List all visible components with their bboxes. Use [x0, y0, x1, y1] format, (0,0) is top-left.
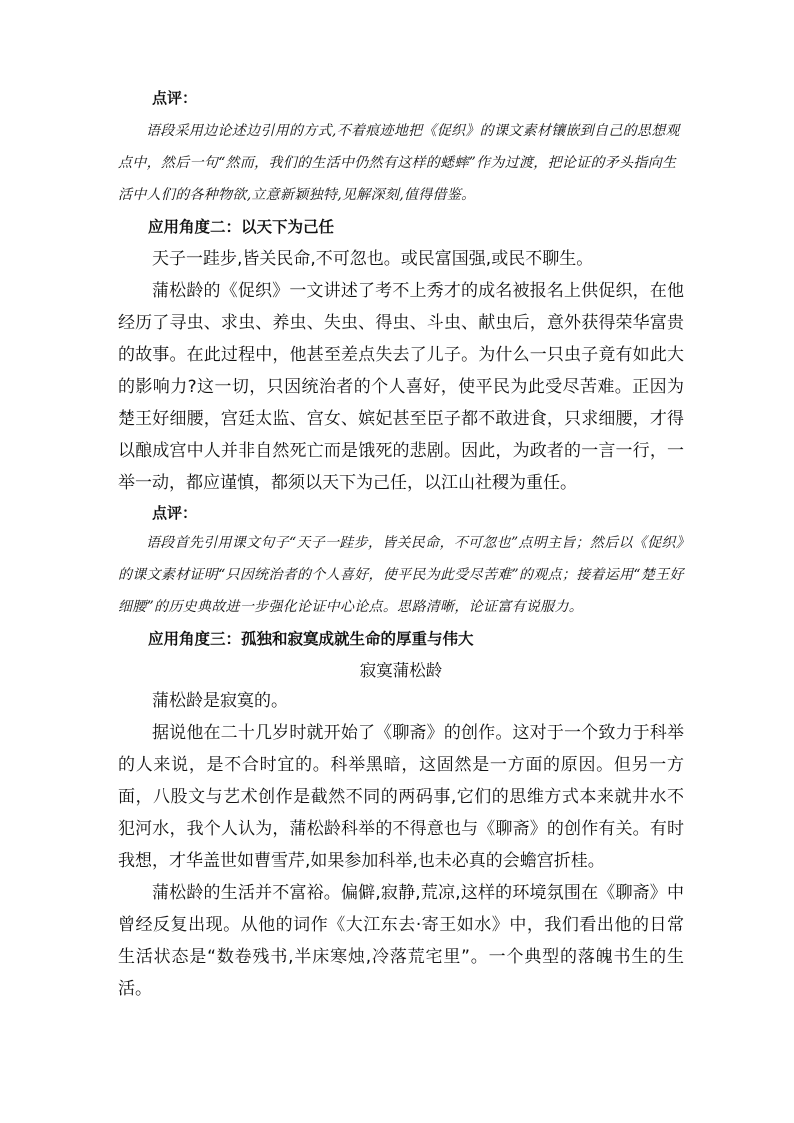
document-page [118, 88, 684, 1005]
paragraph: 天子一跬步,皆关民命,不可忽也。或民富国强,或民不聊生。 [152, 249, 594, 269]
comment-label: 点评： [152, 89, 198, 107]
section-heading: 应用角度三：孤独和寂寞成就生命的厚重与伟大 [148, 630, 474, 648]
paragraph: 蒲松龄的《促织》一文讲述了考不上秀才的成名被报名上供促织，在他经历了寻虫、求虫、养虫、失虫、得虫、斗虫、献虫后，意外获得荣华富贵的故事。在此过程中，他甚至差点失去了儿子。为什么一只虫子竟有如此大的影响力?这一切，只因统治者的个人喜好，使平民为此受尽苦难。正因为楚王好细腰，宫廷太监、宫女、嫔妃甚至臣子都不敢进食，只求细腰，才得以酿成宫中人并非自然死亡而是饿死的悲剧。因此，为政者的一言一行，一举一动，都应谨慎，都须以天下为己任，以江山社稷为重任。 [118, 281, 684, 493]
section-heading: 应用角度二：以天下为己任 [148, 218, 335, 236]
paragraph: 蒲松龄是寂寞的。 [152, 691, 288, 711]
comment-text: 语段采用边论述边引用的方式,不着痕迹地把《促织》的课文素材镶嵌到自己的思想观点中，然后一句“然而，我们的生活中仍然有这样的蟋蟀”作为过渡，把论证的矛头指向生活中人们的各种物欲,立意新颖独特,见解深刻,值得借鉴。 [118, 123, 680, 203]
paragraph: 据说他在二十几岁时就开始了《聊斋》的创作。这对于一个致力于科举的人来说，是不合时宜的。科举黑暗，这固然是一方面的原因。但另一方面，八股文与艺术创作是截然不同的两码事,它们的思维方式本来就井水不犯河水，我个人认为，蒲松龄科举的不得意也与《聊斋》的创作有关。有时我想，才华盖世如曹雪芹,如果参加科举,也未必真的会蟾宫折桂。 [118, 723, 684, 871]
comment-label: 点评： [152, 504, 198, 522]
paragraph: 蒲松龄的生活并不富裕。偏僻,寂静,荒凉,这样的环境氛围在《聊斋》中曾经反复出现。从他的词作《大江东去·寄王如水》中，我们看出他的日常生活状态是“数卷残书,半床寒烛,冷落荒宅里”。一个典型的落魄书生的生活。 [118, 883, 684, 999]
comment-text: 语段首先引用课文句子“天子一跬步，皆关民命，不可忽也”点明主旨；然后以《促织》的课文素材证明“只因统治者的个人喜好，使平民为此受尽苦难”的观点；接着运用“楚王好细腰”的历史典故进一步强化论证中心论点。思路清晰，论证富有说服力。 [118, 535, 684, 615]
essay-title: 寂寞蒲松龄 [359, 661, 443, 680]
